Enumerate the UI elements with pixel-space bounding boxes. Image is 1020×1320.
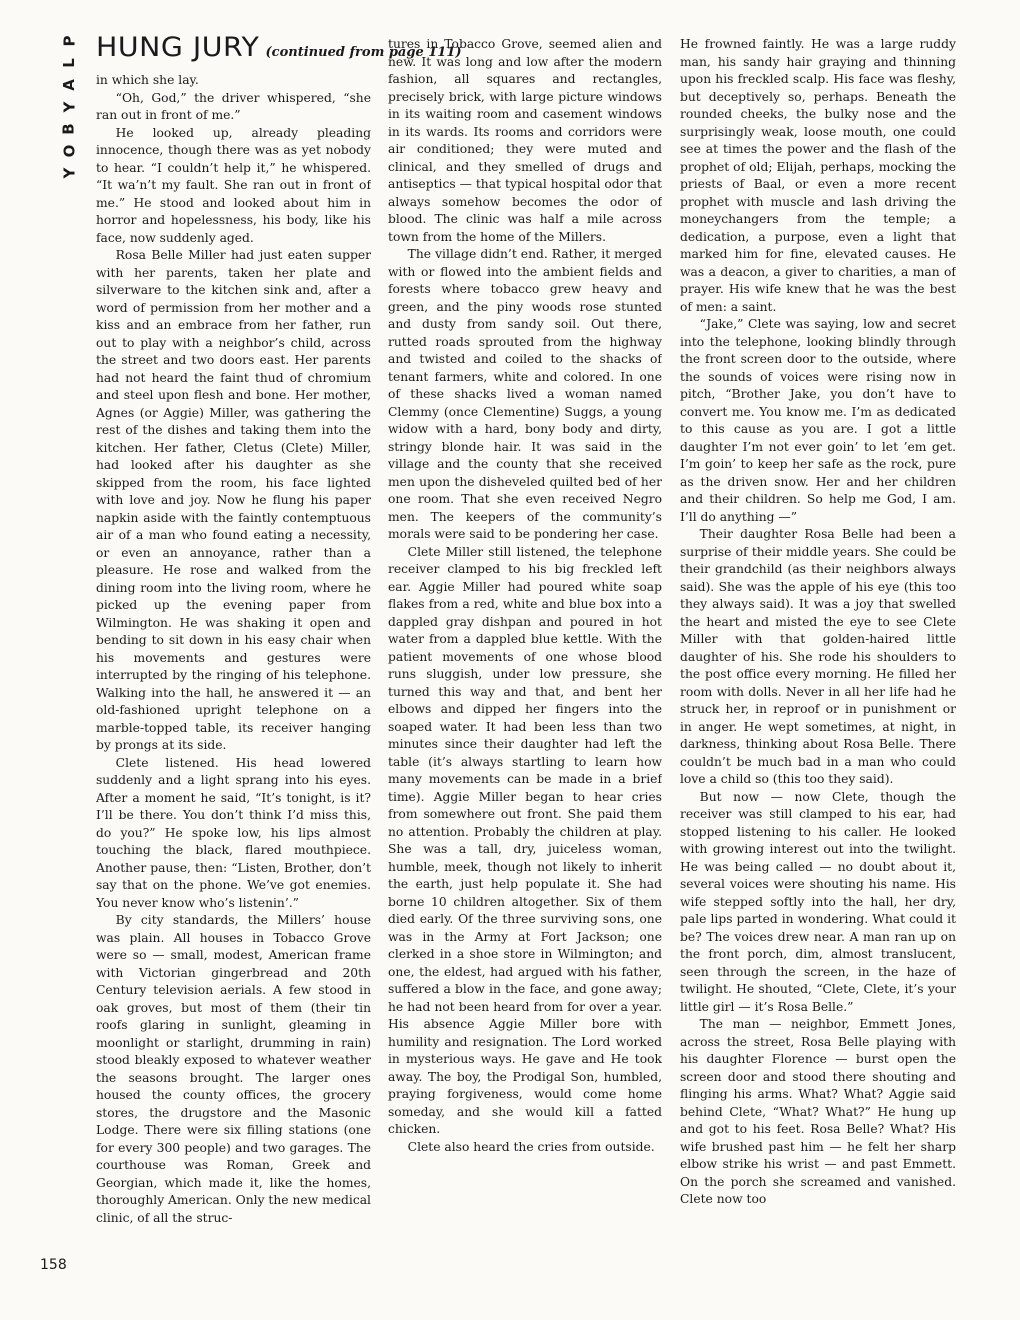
paragraph: The man — neighbor, Emmett Jones, across the street, Rosa Belle playing with his daughter Florence — burst open the screen door and stood there shouting and flinging his arms. What? What? Aggie said behind Clete, “What? What?” He hung up and got to his feet. Rosa Belle? What? His wife brushed past him — he felt her sharp elbow strike his wrist — and past Emmett. On the porch she screamed and vanished. Clete now too — [680, 1017, 956, 1206]
spine-letter: B — [60, 123, 78, 135]
spine-letter: P — [60, 35, 78, 47]
paragraph: “Oh, God,” the driver whispered, “she ran out in front of me.” — [96, 90, 371, 122]
paragraph: But now — now Clete, though the receiver was still clamped to his ear, had stopped listening to his caller. He looked with growing interest out into the twilight. He was being called — no doubt about it, several voices were shouting his name. His wife stepped softly into the hall, her dry, pale lips parted in wondering. What could it be? The voices drew near. A man ran up on the front porch, dim, almost translucent, seen through the screen, in the haze of twilight. He shouted, “Clete, Clete, it’s your little girl — it’s Rosa Belle.” — [680, 789, 956, 1014]
spine-letter: A — [59, 79, 78, 91]
paragraph: Rosa Belle Miller had just eaten supper with her parents, taken her plate and silverware to the kitchen sink and, after a word of permission from her mother and a kiss and an embrace from her father, run out to play with a neighbor’s child, across the street and two doors east. Her parents had not heard the faint thud of chromium and steel upon flesh and bone. Her mother, Agnes (or Aggie) Miller, was gathering the rest of the dishes and taking them into the kitchen. Her father, Cletus (Clete) Miller, had looked after his daughter as she skipped from the room, his face lighted with love and joy. Now he flung his paper napkin aside with the faintly contemptuous air of a man who found eating a necessity, or even an annoyance, rather than a pleasure. He rose and walked from the dining room into the living room, where he picked up the evening paper from Wilmington. He was shaking it open and bending to sit down in his easy chair when his movements and gestures were interrupted by the ringing of his telephone. Walking into the hall, he answered it — an old-fashioned upright telephone on a marble-topped table, its receiver hanging by prongs at its side. — [96, 248, 371, 752]
spine-letter: O — [59, 144, 78, 158]
paragraph: “Jake,” Clete was saying, low and secret into the telephone, looking blindly through the front screen door to the outside, where the sounds of voices were rising now in pitch, “Brother Jake, you don’t have to convert me. You know me. I’m as dedicated to this cause as you are. I got a little daughter I’m not ever goin’ to let ’em get. I’m goin’ to keep her safe as the rock, pure as the driven snow. Her and her children and their children. So help me God, I am. I’ll do anything —” — [680, 317, 956, 524]
text-column-2 — [388, 36, 662, 1294]
text-column-1 — [96, 72, 371, 1294]
paragraph: The village didn’t end. Rather, it merged with or flowed into the ambient fields and forests where tobacco grew heavy and green, and the piny woods rose stunted and dusty from sandy soil. Out there, rutted roads sprouted from the highway and twisted and coiled to the shacks of tenant farmers, white and colored. In one of these shacks lived a woman named Clemmy (once Clementine) Suggs, a young widow with a hard, bony body and dirty, stringy blonde hair. It was said in the village and the county that she received men upon the disheveled quilted bed of her one room. That she even received Negro men. The keepers of the community’s morals were said to be pondering her case. — [388, 247, 662, 541]
paragraph: Clete also heard the cries from outside. — [407, 1139, 655, 1154]
spine-letter: Y — [60, 167, 78, 179]
paragraph: By city standards, the Millers’ house was plain. All houses in Tobacco Grove were so — small, modest, American frame with Victorian gingerbread and 20th Century television aerials. A few stood in oak groves, but most of them (their tin roofs glaring in sunlight, gleaming in moonlight or starlight, drumming in rain) stood bleakly exposed to whatever weather the seasons brought. The larger ones housed the county offices, the grocery stores, the drugstore and the Masonic Lodge. There were six filling stations (one for every 300 people) and two garages. The courthouse was Roman, Greek and Georgian, which made it, like the homes, thoroughly American. Only the new medical clinic, of all the struc- — [96, 913, 371, 1225]
article-title: HUNG JURY — [96, 32, 260, 63]
page-number: 158 — [40, 1257, 67, 1273]
spine-letter: Y — [60, 101, 78, 113]
paragraph: Their daughter Rosa Belle had been a surprise of their middle years. She could be their grandchild (as their neighbors always said). She was the apple of his eye (this too they always said). It was a joy that swelled the heart and misted the eye to see Clete Miller with that golden-haired little daughter of his. She rode his shoulders to the post office every morning. He filled her room with dolls. Never in all her life had he struck her, in reproof or in punishment or in anger. He wept sometimes, at night, in darkness, thinking about Rosa Belle. There couldn’t be much bad in a man who could love a child so (this too they said). — [680, 527, 956, 786]
text-column-3 — [680, 36, 956, 1294]
paragraph: He frowned faintly. He was a large ruddy man, his sandy hair graying and thinning upon his freckled scalp. His face was fleshy, but deceptively so, perhaps. Beneath the rounded cheeks, the bulky nose and the surprisingly weak, loose mouth, one could see at times the power and the flash of the prophet of old; Elijah, perhaps, mocking the priests of Baal, or even a more recent prophet with muscle and lash driving the moneychangers from the temple; a dedication, a purpose, even a light that marked him for fine, elevated causes. He was a deacon, a giver to charities, a man of prayer. His wife knew that he was the best of men: a saint. — [680, 37, 956, 314]
paragraph: Clete listened. His head lowered suddenly and a light sprang into his eyes. After a moment he said, “It’s tonight, is it? I’ll be there. You don’t think I’d miss this, do you?” He spoke low, his lips almost touching the black, flared mouthpiece. Another pause, then: “Listen, Brother, don’t say that on the phone. We’ve got enemies. You never know who’s listenin’.” — [96, 755, 371, 910]
paragraph: in which she lay. — [96, 73, 199, 87]
paragraph: tures in Tobacco Grove, seemed alien and new. It was long and low after the modern fashion, all squares and rectangles, precisely brick, with large picture windows in its waiting room and casement windows in its wards. Its rooms and corridors were air conditioned; they were muted and clinical, and they smelled of drugs and antiseptics — that typical hospital odor that always somehow becomes the odor of blood. The clinic was half a mile across town from the home of the Millers. — [388, 37, 662, 244]
paragraph: Clete Miller still listened, the telephone receiver clamped to his big freckled left ear. Aggie Miller had poured white soap flakes from a red, white and blue box into a dappled gray dishpan and poured in hot water from a dappled blue kettle. With the patient movements of one whose blood runs sluggish, under low pressure, she turned this way and that, and bent her elbows and dipped her fingers into the soaped water. It had been less than two minutes since their daughter had left the table (it’s always startling to learn how many movements can be made in a brief time). Aggie Miller began to hear cries from somewhere out front. She paid them no attention. Probably the children at play. She was a tall, dry, juiceless woman, humble, meek, though not likely to inherit the earth, just help populate it. She had borne 10 children altogether. Six of them died early. Of the three surviving sons, one was in the Army at Fort Jackson; one clerked in a shoe store in Wilmington; and one, the eldest, had argued with his father, suffered a blow in the face, and gone away; he had not been heard from for over a year. His absence Aggie Miller bore with humility and resignation. The Lord worked in mysterious ways. He gave and He took away. The boy, the Prodigal Son, humbled, praying forgiveness, would come home someday, and she would kill a fatted chicken. — [388, 544, 662, 1136]
spine-letter: L — [60, 58, 78, 68]
continued-from-note: (continued from page 111) — [265, 45, 462, 60]
magazine-name-spine — [56, 30, 82, 184]
paragraph: He looked up, already pleading innocence, though there was as yet nobody to hear. “I couldn’t help it,” he whispered. “It wa’n’t my fault. She ran out in front of me.” He stood and looked about him in horror and hopelessness, his body, like his face, now suddenly aged. — [96, 125, 371, 245]
